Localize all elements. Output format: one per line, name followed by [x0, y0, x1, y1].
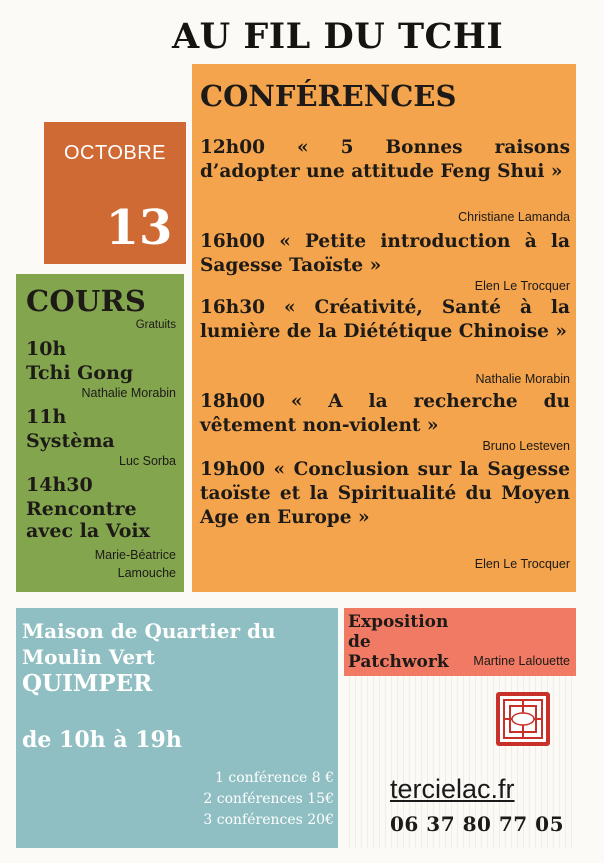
course-1-speaker: Nathalie Morabin [81, 386, 176, 400]
tercielac-logo-icon [496, 692, 550, 746]
talk-4-title: 18h00 « A la recherche du vêtement non-violent » [200, 391, 570, 436]
course-3-name: Rencontre avec la Voix [26, 498, 150, 542]
logo-graphic [500, 696, 546, 742]
date-day: 13 [105, 200, 173, 256]
cours-block [16, 274, 184, 592]
course-1-time: 10h [26, 338, 67, 360]
exposition-title-text: Exposition de Patchwork [348, 612, 449, 672]
poster-title: AU FIL DU TCHI [172, 16, 504, 57]
course-3-time: 14h30 [26, 474, 93, 496]
course-2-time: 11h [26, 406, 67, 428]
talk-5-title: 19h00 « Conclusion sur la Sagesse taoïste et la Spiritualité du Moyen Age en Europe » [200, 459, 570, 528]
price-3: 3 conférences 20€ [203, 812, 334, 828]
talk-2-title: 16h00 « Petite introduction à la Sagesse Taoïste » [200, 231, 570, 276]
price-2: 2 conférences 15€ [203, 791, 334, 807]
price-1: 1 conférence 8 € [215, 770, 334, 786]
course-3-speaker-line2: Lamouche [117, 566, 176, 580]
contact-area [344, 676, 576, 848]
venue-name: Maison de Quartier du Moulin Vert [22, 619, 276, 669]
talk-1-title: 12h00 « 5 Bonnes raisons d’adopter une attitude Feng Shui » [200, 137, 570, 182]
cours-subtitle: Gratuits [135, 319, 176, 331]
course-2-speaker: Luc Sorba [119, 454, 176, 468]
exposition-block [344, 608, 576, 676]
venue-city: QUIMPER [22, 670, 153, 697]
date-month: OCTOBRE [63, 142, 167, 164]
conferences-title: CONFÉRENCES [200, 79, 457, 113]
date-block [44, 122, 186, 264]
website-link[interactable]: tercielac.fr [390, 774, 515, 804]
talk-2-speaker: Elen Le Trocquer [474, 279, 570, 293]
course-1-name: Tchi Gong [26, 362, 134, 384]
cours-title: COURS [26, 284, 147, 318]
conferences-block [192, 64, 576, 592]
talk-1-speaker: Christiane Lamanda [458, 210, 570, 224]
venue-hours: de 10h à 19h [22, 727, 182, 753]
talk-5-speaker: Elen Le Trocquer [474, 557, 570, 571]
venue-block [16, 608, 338, 848]
exposition-title [348, 612, 468, 672]
talk-4-speaker: Bruno Lesteven [482, 439, 570, 453]
talk-3-speaker: Nathalie Morabin [475, 372, 570, 386]
phone-number: 06 37 80 77 05 [390, 812, 565, 836]
talk-3-title: 16h30 « Créativité, Santé à la lumière de la Diététique Chinoise » [200, 297, 570, 342]
course-2-name: Systèma [26, 430, 115, 452]
exposition-artist: Martine Lalouette [473, 654, 570, 668]
course-3-speaker-line1: Marie-Béatrice [94, 548, 176, 562]
